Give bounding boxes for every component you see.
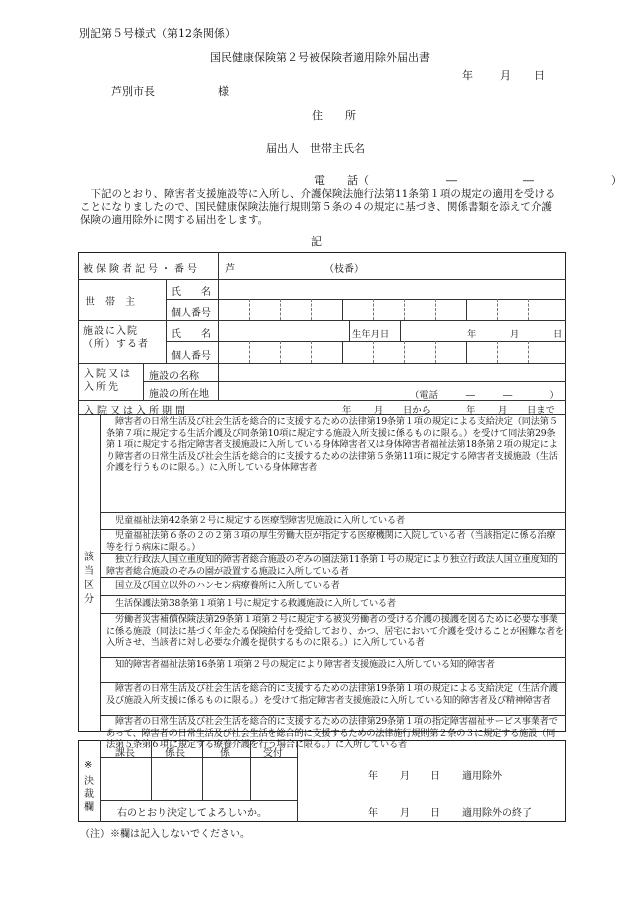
approval-mark: ※ (84, 760, 93, 771)
category-item: 児童福祉法第６条の２の２第３項の厚生労働大臣が指定する医療機関に入院している者（当該指定に係る治療等を行う病床に限る。） (106, 530, 556, 553)
category-label: 該当区分 (84, 552, 94, 605)
end-month: 月 (400, 808, 410, 819)
category-item: 国立及び国立以外のハンセン病療養所に入所している者 (106, 580, 340, 591)
approval-label: 決裁欄 (84, 776, 94, 813)
category-item: 障害者の日常生活及び社会生活を総合的に支援するための法律第29条第１項の指定障害福祉サービス事業者であって、障害者の日常生活及び社会生活を総合的に支援するための法律施行規則第２条の３に規定する施設（同法第５条第６項に規定する療養介護を行う場合に限る。）に入所している者 (106, 716, 558, 751)
category-item: 知的障害者福祉法第16条第１項第２号の規定により障害者支援施設に入所している知的障害者 (106, 659, 495, 670)
form-title: 国民健康保険第２号被保険者適用除外届出書 (210, 51, 430, 64)
category-item: 障害者の日常生活及び社会生活を総合的に支援するための法律第19条第１項の規定による支給決定（生活介護及び施設入所支援に係るものに限る。）を受けて指定障害者支援施設に入所している知的障害者及び精神障害者 (106, 683, 558, 706)
entrant-personal-number-label: 個人番号 (171, 351, 211, 362)
category-item: 独立行政法人国立重度知的障害者総合施設のぞみの園法第11条第１号の規定により独立行政法人国立重度知的障害者総合施設のぞみの園が設置する施設に入所している者 (106, 554, 558, 577)
intro-text: 下記のとおり、障害者支援施設等に入所し、介護保険法施行法第11条第１項の規定の適用を受けることになりましたので、国民健康保険法施行規則第５条の４の規定に基づき、関係書類を添えて介護保険の適用除外に関する届出をします。 (80, 188, 556, 226)
facility-address-label: 施設の所在地 (149, 389, 209, 400)
period-to-year: 年 (466, 405, 476, 416)
facility-entrant-label: 施設に入院（所）する者 (83, 326, 149, 350)
admitted-facility-label: 入院又は入所先 (84, 369, 132, 393)
entrant-name-label: 氏 名 (171, 329, 211, 340)
phone-label: 電 話（ ― ― ） (314, 174, 622, 187)
birth-month: 月 (510, 329, 520, 340)
household-head-label: 世 帯 主 (85, 297, 135, 308)
period-to: 日まで (527, 405, 555, 416)
ki-label: 記 (311, 235, 322, 248)
period-from-year: 年 (342, 405, 352, 416)
decision-exclusion-end: 適用除外の終了 (462, 808, 532, 819)
period-label: 入院又は入所期間 (84, 406, 188, 417)
role-section-chief: 課長 (115, 748, 135, 759)
approval-note: 右のとおり決定してよろしいか。 (117, 808, 267, 819)
addressee: 芦別市長 (111, 85, 155, 98)
date-month: 月 (500, 69, 511, 82)
honorific: 様 (218, 85, 229, 98)
decision-year: 年 (368, 771, 378, 782)
role-subsection-chief: 係長 (165, 748, 185, 759)
insured-number-value: 芦 (225, 264, 235, 275)
decision-day: 日 (430, 771, 440, 782)
category-item: 労働者災害補償保険法第29条第１項第２号に規定する被災労働者の受ける介護の援護を図るために必要な事業に係る施設（同法に基づく年金たる保険給付を受給しており、かつ、居宅において介護を受けることが困難な者を入所させ、当該者に対し必要な介護を提供するものに限る。）に入所している者 (106, 614, 564, 649)
footer-note: （注）※欄は記入しないでください。 (80, 829, 250, 840)
form-number: 別記第５号様式（第12条関係） (79, 27, 236, 40)
submitter-label: 届出人 世帯主氏名 (266, 142, 365, 155)
role-reception: 受付 (263, 748, 283, 759)
birthdate-label: 生年月日 (352, 329, 390, 340)
household-head-personal-number-label: 個人番号 (171, 308, 211, 319)
date-day: 日 (534, 69, 545, 82)
household-head-name-label: 氏 名 (171, 287, 211, 298)
category-item: 生活保護法第38条第１項第１号に規定する救護施設に入所している者 (106, 598, 396, 609)
decision-exclusion: 適用除外 (462, 771, 502, 782)
end-year: 年 (368, 808, 378, 819)
category-item: 障害者の日常生活及び社会生活を総合的に支援するための法律第19条第１項の規定による支給決定（同法第５条第７項に規定する生活介護及び同条第10項に規定する施設入所支援に係るものに限る。）を受けて同法第29条第１項に規定する指定障害者支援施設に入所している身体障害者又は身体障害者福祉法第18条第２項の規定により障害者の日常生活及び社会生活を総合的に支援するための法律第５条第11項に規定する障害者支援施設（生活介護を行うものに限る。）に入所している身体障害者 (106, 416, 558, 474)
end-day: 日 (430, 808, 440, 819)
branch-number-label: （枝番） (324, 264, 364, 275)
birth-day: 日 (553, 329, 563, 340)
period-to-month: 月 (498, 405, 508, 416)
facility-phone: （電話 ― ― ） (410, 390, 559, 401)
birth-year: 年 (467, 329, 477, 340)
period-from-month: 月 (374, 405, 384, 416)
decision-month: 月 (400, 771, 410, 782)
facility-name-label: 施設の名称 (149, 371, 199, 382)
category-item: 児童福祉法第42条第２号に規定する医療型障害児施設に入所している者 (106, 515, 405, 526)
period-from: 日から (403, 405, 431, 416)
insured-number-label: 被保険者記号・番号 (83, 264, 200, 275)
address-label: 住 所 (312, 109, 356, 122)
date-year: 年 (462, 69, 473, 82)
role-staff: 係 (220, 748, 230, 759)
